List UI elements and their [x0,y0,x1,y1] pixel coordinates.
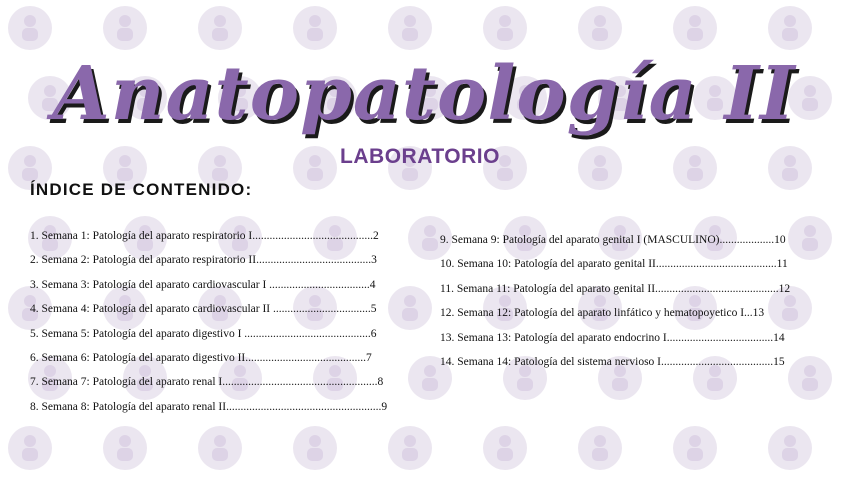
pattern-badge-icon [483,6,527,50]
toc-item: 4. Semana 4: Patología del aparato cardiovascular II ..................................5 [30,303,377,316]
toc-item: 8. Semana 8: Patología del aparato renal II......................................................9 [30,400,388,413]
toc-item: 9. Semana 9: Patología del aparato genital I (MASCULINO)...................10 [440,234,786,246]
toc-item: 5. Semana 5: Patología del aparato digestivo I ............................................6 [30,327,377,340]
pattern-badge-icon [103,426,147,470]
pattern-badge-icon [198,6,242,50]
pattern-badge-icon [578,146,622,190]
pattern-badge-icon [293,6,337,50]
pattern-badge-icon [483,426,527,470]
pattern-badge-icon [673,6,717,50]
toc-item: 11. Semana 11: Patología del aparato genital II...........................................12 [440,282,791,295]
pattern-badge-icon [578,426,622,470]
toc-item: 2. Semana 2: Patología del aparato respiratorio II........................................3 [30,254,377,267]
toc-item: 14. Semana 14: Patología del sistema nervioso I.......................................15 [440,355,785,368]
toc-item: 3. Semana 3: Patología del aparato cardiovascular I ...................................4 [30,278,376,291]
toc-list-left [30,224,410,419]
pattern-badge-icon [673,146,717,190]
pattern-badge-icon [768,6,812,50]
toc-item: 7. Semana 7: Patología del aparato renal I......................................................8 [30,376,384,389]
page-title: Anatopatología II [52,51,796,137]
toc-item: 1. Semana 1: Patología del aparato respiratorio I..........................................2 [30,230,379,242]
pattern-badge-icon [388,6,432,50]
toc-item: 6. Semana 6: Patología del aparato digestivo II..........................................7 [30,351,372,364]
index-heading: ÍNDICE DE CONTENIDO: [30,180,253,199]
pattern-badge-icon [768,426,812,470]
pattern-badge-icon [198,426,242,470]
toc-item: 12. Semana 12: Patología del aparato linfático y hematopoyetico I...13 [440,307,765,320]
pattern-badge-icon [103,6,147,50]
pattern-badge-icon [388,426,432,470]
pattern-badge-icon [768,146,812,190]
toc-item: 10. Semana 10: Patología del aparato genital II..........................................11 [440,258,788,271]
pattern-badge-icon [8,426,52,470]
toc-list-right [440,228,830,374]
pattern-badge-icon [293,426,337,470]
page-subtitle: LABORATORIO [340,145,500,168]
toc-item: 13. Semana 13: Patología del aparato endocrino I.....................................14 [440,331,785,344]
pattern-badge-icon [578,6,622,50]
pattern-badge-icon [673,426,717,470]
pattern-badge-icon [8,6,52,50]
